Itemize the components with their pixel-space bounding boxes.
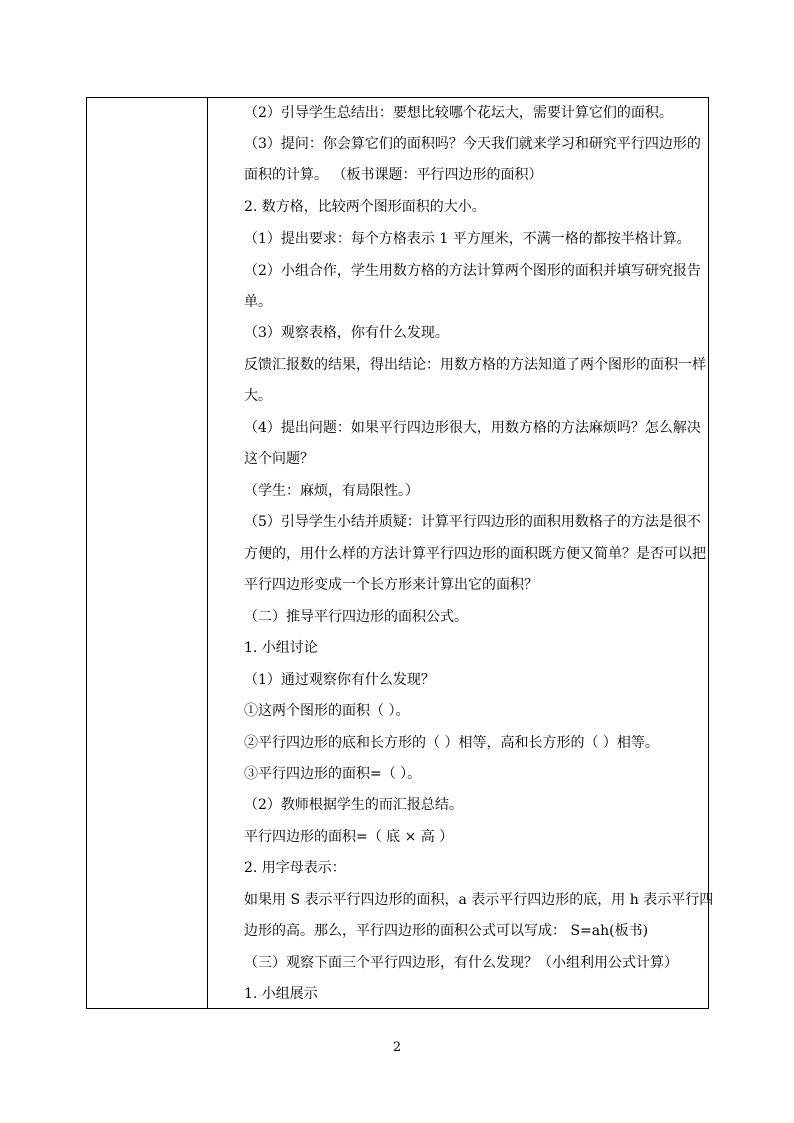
text-line: 1. 小组展示 (244, 986, 318, 1002)
page-number: 2 (392, 1040, 402, 1055)
text-line: （2）教师根据学生的而汇报总结。 (244, 797, 463, 813)
text-line: ③平行四边形的面积=（ ）。 (244, 766, 422, 782)
text-line: 反馈汇报数的结果，得出结论：用数方格的方法知道了两个图形的面积一样 (244, 357, 706, 373)
text-line: 1. 小组讨论 (244, 640, 318, 656)
text-line: 平行四边形变成一个长方形来计算出它的面积？ (244, 577, 538, 593)
text-line: 2. 用字母表示： (244, 860, 346, 876)
lesson-table (86, 97, 714, 1009)
text-line: 方便的，用什么样的方法计算平行四边形的面积既方便又简单？是否可以把 (244, 546, 706, 562)
text-line: 2. 数方格，比较两个图形面积的大小。 (244, 199, 486, 215)
text-line: （1）通过观察你有什么发现？ (244, 672, 435, 688)
text-line: 如果用 S 表示平行四边形的面积，a 表示平行四边形的底，用 h 表示平行四 (244, 892, 714, 908)
table-content-cell (208, 98, 714, 1008)
text-line: ①这两个图形的面积（ ）。 (244, 703, 410, 719)
table-left-cell (87, 98, 207, 1008)
text-line: （2）小组合作，学生用数方格的方法计算两个图形的面积并填写研究报告 (244, 263, 701, 279)
text-line: ②平行四边形的底和长方形的（ ）相等，高和长方形的（ ）相等。 (244, 735, 659, 751)
text-line: （二）推导平行四边形的面积公式。 (244, 609, 468, 625)
text-line: （4）提出问题：如果平行四边形很大，用数方格的方法麻烦吗？怎么解决 (244, 420, 701, 436)
text-line: （3）观察表格，你有什么发现。 (244, 325, 449, 341)
text-line: （2）引导学生总结出：要想比较哪个花坛大，需要计算它们的面积。 (244, 105, 673, 121)
text-line: 这个问题？ (244, 451, 314, 467)
text-line: （3）提问：你会算它们的面积吗？今天我们就来学习和研究平行四边形的 (244, 136, 701, 152)
text-line: （1）提出要求：每个方格表示 1 平方厘米，不满一格的都按半格计算。 (244, 231, 691, 247)
text-line: （学生：麻烦，有局限性。） (244, 483, 419, 499)
text-line: 边形的高。那么，平行四边形的面积公式可以写成： S=ah(板书) (244, 923, 649, 939)
text-line: 面积的计算。 （板书课题：平行四边形的面积） (244, 167, 543, 183)
text-line: 单。 (244, 294, 272, 310)
text-line: 平行四边形的面积=（ 底 × 高 ） (244, 829, 454, 845)
text-line: 大。 (244, 388, 272, 404)
text-line: （5）引导学生小结并质疑：计算平行四边形的面积用数格子的方法是很不 (244, 514, 701, 530)
text-line: （三）观察下面三个平行四边形，有什么发现？（小组利用公式计算） (244, 955, 678, 971)
